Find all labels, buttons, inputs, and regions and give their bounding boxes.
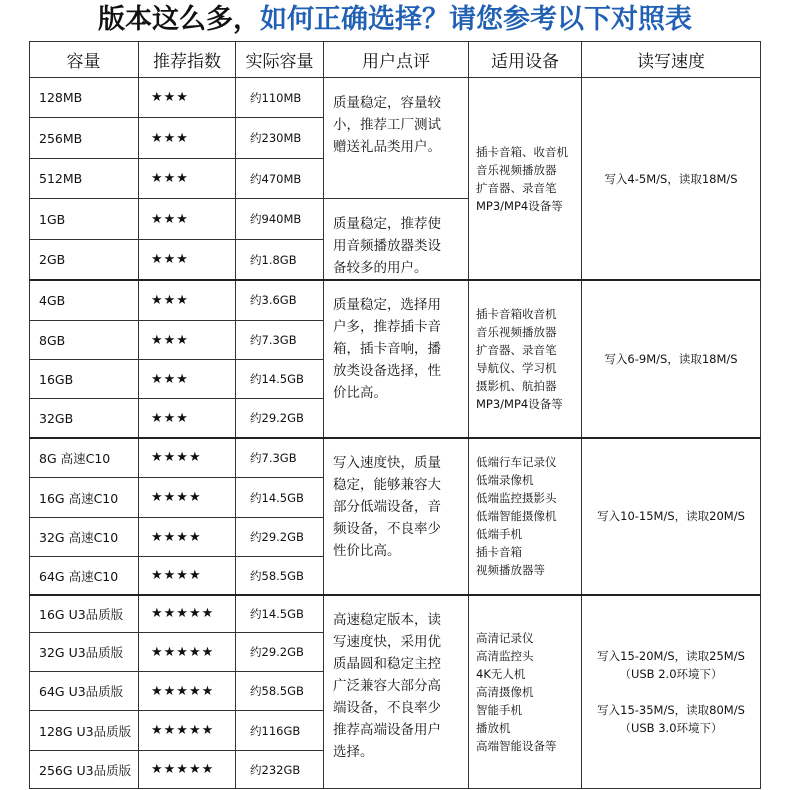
rating-stars: ★★★★★ (139, 672, 236, 711)
text-line: 性价比高。 (333, 543, 401, 559)
speed-cell (582, 78, 761, 280)
text-line: 播放机 (476, 720, 511, 735)
text-line: 备较多的用户。 (333, 260, 428, 276)
rating-stars: ★★★ (139, 199, 236, 240)
text-line: 扩音器、录音笔 (476, 180, 557, 195)
text-line: 低端行车记录仪 (476, 455, 557, 469)
capacity-cell: 256MB (29, 118, 139, 159)
text-line: 智能手机 (476, 702, 522, 717)
capacity-cell: 128MB (29, 78, 139, 118)
actual-capacity-cell: 约29.2GB (236, 518, 324, 557)
rating-stars: ★★★★★ (139, 751, 236, 789)
capacity-cell: 1GB (29, 199, 139, 240)
text-line: 质量稳定，选择用 (333, 297, 441, 313)
text-line: 小，推荐工厂测试 (333, 117, 441, 133)
capacity-cell: 512MB (29, 159, 139, 199)
text-line: 写入4-5M/S，读取18M/S (604, 171, 738, 186)
header-stars: 推荐指数 (139, 41, 236, 78)
header-capacity: 容量 (29, 41, 139, 78)
rating-stars: ★★★ (139, 360, 236, 399)
text-line: 插卡音箱收音机 (476, 306, 557, 321)
text-line: （USB 3.0环境下） (619, 720, 723, 735)
rating-stars: ★★★ (139, 399, 236, 438)
text-line: 赠送礼品类用户。 (333, 139, 441, 155)
rating-stars: ★★★ (139, 78, 236, 118)
text-line: 高清摄像机 (476, 684, 534, 699)
user-review-cell (324, 438, 469, 595)
rating-stars: ★★★★★ (139, 595, 236, 633)
text-line: 写入10-15M/S，读取20M/S (597, 509, 745, 523)
text-line: 用音频播放器类设 (333, 238, 441, 254)
capacity-cell: 16G U3品质版 (29, 595, 139, 633)
rating-stars: ★★★★ (139, 518, 236, 557)
text-line: 4K无人机 (476, 666, 526, 681)
text-line: 高端智能设备等 (476, 738, 557, 753)
actual-capacity-cell: 约7.3GB (236, 321, 324, 360)
text-line: 视频播放器等 (476, 563, 545, 577)
text-line: 质量稳定，容量较 (333, 95, 441, 111)
devices-cell (469, 438, 582, 595)
header-devices: 适用设备 (469, 41, 582, 78)
capacity-cell: 32G U3品质版 (29, 633, 139, 672)
rating-stars: ★★★★★ (139, 633, 236, 672)
actual-capacity-cell: 约7.3GB (236, 438, 324, 478)
actual-capacity-cell: 约470MB (236, 159, 324, 199)
actual-capacity-cell: 约232GB (236, 751, 324, 789)
page-title (0, 0, 790, 40)
header-actual: 实际容量 (236, 41, 324, 78)
capacity-cell: 128G U3品质版 (29, 711, 139, 751)
header-review: 用户点评 (324, 41, 469, 78)
text-line: 低端手机 (476, 527, 522, 541)
text-line: 写速度快，采用优 (333, 634, 441, 650)
comparison-table (29, 41, 761, 789)
rating-stars: ★★★★ (139, 478, 236, 518)
actual-capacity-cell: 约116GB (236, 711, 324, 751)
text-line: 低端监控摄影头 (476, 491, 557, 505)
actual-capacity-cell: 约14.5GB (236, 360, 324, 399)
text-line: 质量稳定，推荐使 (333, 216, 441, 232)
text-line: 端设备，不良率少 (333, 700, 441, 716)
text-line: 推荐高端设备用户 (333, 722, 441, 738)
capacity-cell: 2GB (29, 240, 139, 280)
text-line: 插卡音箱 (476, 545, 522, 559)
capacity-cell: 8GB (29, 321, 139, 360)
actual-capacity-cell: 约58.5GB (236, 672, 324, 711)
actual-capacity-cell: 约230MB (236, 118, 324, 159)
text-line: 写入15-20M/S，读取25M/S (597, 648, 745, 663)
user-review-cell (324, 280, 469, 438)
user-review-cell (324, 199, 469, 280)
rating-stars: ★★★ (139, 159, 236, 199)
capacity-cell: 64G 高速C10 (29, 557, 139, 595)
text-line: 高清记录仪 (476, 630, 534, 645)
speed-cell (582, 438, 761, 595)
text-line: 音乐视频播放器 (476, 162, 557, 177)
actual-capacity-cell: 约29.2GB (236, 633, 324, 672)
text-line: 低端录像机 (476, 473, 534, 487)
header-speed: 读写速度 (582, 41, 761, 78)
text-line: 写入6-9M/S，读取18M/S (604, 351, 738, 366)
text-line: 导航仪、学习机 (476, 360, 557, 375)
title-part-black: 版本这么多， (98, 4, 260, 35)
devices-cell (469, 78, 582, 280)
text-line: 插卡音箱、收音机 (476, 144, 568, 159)
speed-cell (582, 595, 761, 789)
text-line: 广泛兼容大部分高 (333, 678, 441, 694)
text-line: 低端智能摄像机 (476, 509, 557, 523)
group-divider (29, 279, 761, 281)
devices-cell (469, 595, 582, 789)
text-line: （USB 2.0环境下） (619, 666, 723, 681)
capacity-cell: 16GB (29, 360, 139, 399)
actual-capacity-cell: 约3.6GB (236, 280, 324, 321)
actual-capacity-cell: 约940MB (236, 199, 324, 240)
text-line: 箱，插卡音响，播 (333, 341, 441, 357)
capacity-cell: 32G 高速C10 (29, 518, 139, 557)
rating-stars: ★★★★ (139, 438, 236, 478)
actual-capacity-cell: 约58.5GB (236, 557, 324, 595)
text-line: 写入15-35M/S，读取80M/S (597, 702, 745, 717)
capacity-cell: 4GB (29, 280, 139, 321)
text-line: 放类设备选择，性 (333, 363, 441, 379)
rating-stars: ★★★ (139, 240, 236, 280)
text-line: 高清监控头 (476, 648, 534, 663)
text-line: 高速稳定版本，读 (333, 612, 441, 628)
capacity-cell: 32GB (29, 399, 139, 438)
text-line: 摄影机、航拍器 (476, 378, 557, 393)
group-divider (29, 594, 761, 596)
text-line: MP3/MP4设备等 (476, 198, 563, 213)
rating-stars: ★★★★★ (139, 711, 236, 751)
text-line: 选择。 (333, 744, 374, 760)
title-part-blue: 如何正确选择？请您参考以下对照表 (260, 4, 692, 35)
rating-stars: ★★★ (139, 280, 236, 321)
capacity-cell: 256G U3品质版 (29, 751, 139, 789)
text-line (669, 683, 673, 701)
rating-stars: ★★★ (139, 118, 236, 159)
text-line: 质晶圆和稳定主控 (333, 656, 441, 672)
actual-capacity-cell: 约14.5GB (236, 478, 324, 518)
actual-capacity-cell: 约14.5GB (236, 595, 324, 633)
capacity-cell: 64G U3品质版 (29, 672, 139, 711)
text-line: 价比高。 (333, 385, 387, 401)
text-line: 音乐视频播放器 (476, 324, 557, 339)
actual-capacity-cell: 约1.8GB (236, 240, 324, 280)
text-line: 稳定，能够兼容大 (333, 477, 441, 493)
actual-capacity-cell: 约110MB (236, 78, 324, 118)
user-review-cell (324, 78, 469, 199)
text-line: MP3/MP4设备等 (476, 396, 563, 411)
text-line: 写入速度快，质量 (333, 455, 441, 471)
actual-capacity-cell: 约29.2GB (236, 399, 324, 438)
capacity-cell: 16G 高速C10 (29, 478, 139, 518)
group-divider (29, 437, 761, 439)
devices-cell (469, 280, 582, 438)
text-line: 扩音器、录音笔 (476, 342, 557, 357)
text-line: 频设备，不良率少 (333, 521, 441, 537)
rating-stars: ★★★★ (139, 557, 236, 595)
user-review-cell (324, 595, 469, 789)
speed-cell (582, 280, 761, 438)
text-line: 部分低端设备，音 (333, 499, 441, 515)
text-line: 户多，推荐插卡音 (333, 319, 441, 335)
capacity-cell: 8G 高速C10 (29, 438, 139, 478)
rating-stars: ★★★ (139, 321, 236, 360)
